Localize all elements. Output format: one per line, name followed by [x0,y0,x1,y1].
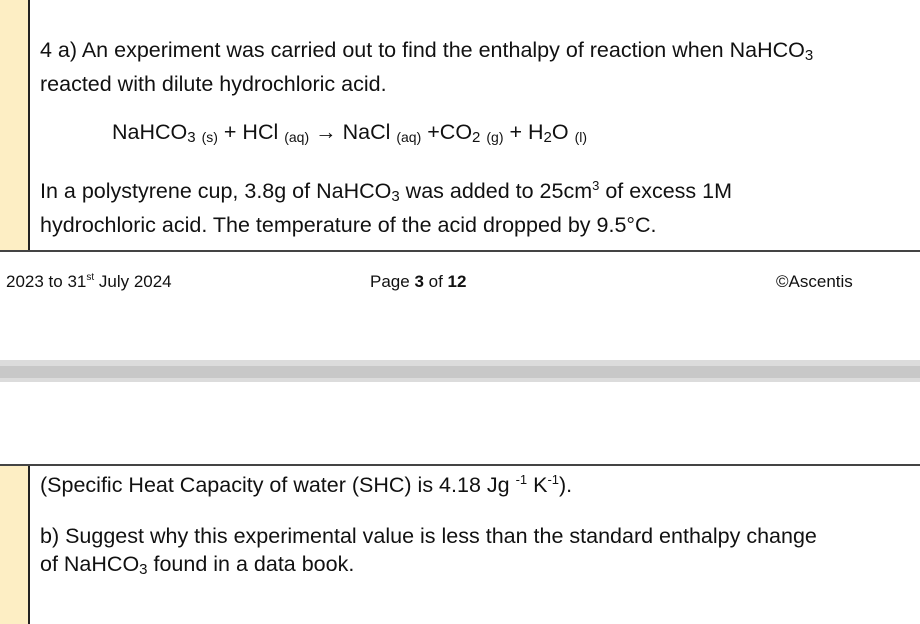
chemical-equation: NaHCO$_3$ (s) + HCl (aq) → NaCl $(aq) +CO_2$ $(g) + H_2O$ (l) [112,120,588,146]
question-4a-line2: reacted with dilute hydrochloric acid. [40,72,387,96]
shc-note: (Specific Heat Capacity of water (SHC) is 4.18 Jg $^{-1}$ $K^{-1}$). [40,472,573,497]
page-bottom [0,382,920,624]
margin-line [28,466,30,624]
setup-line2: hydrochloric acid. The temperature of the acid dropped by 9.5°C. [40,213,657,237]
section-divider [0,250,920,252]
margin-strip [0,466,28,624]
experiment-setup [40,172,732,239]
footer-date-range: 2023 to 31st July 2024 [6,272,172,291]
question-4b [40,522,817,584]
question-4a [40,36,813,98]
question-4b-line1: b) Suggest why this experimental value is less than the standard enthalpy change [40,524,817,548]
margin-line [28,0,30,252]
margin-strip [0,0,28,252]
page-gap [0,360,920,382]
question-4b-line2: of NaHCO$_3$ found in a data book. [40,552,355,578]
question-4a-line1: 4 a) An experiment was carried out to find the enthalpy of reaction when NaHCO$_3$ [40,38,814,64]
footer-copyright: ©Ascentis [776,272,853,291]
footer-page-number: Page 3 of 12 [370,272,467,291]
setup-line1: In a polystyrene cup, 3.8g of NaHCO$_3$ was added to $25cm^3$ of excess 1M [40,178,732,205]
